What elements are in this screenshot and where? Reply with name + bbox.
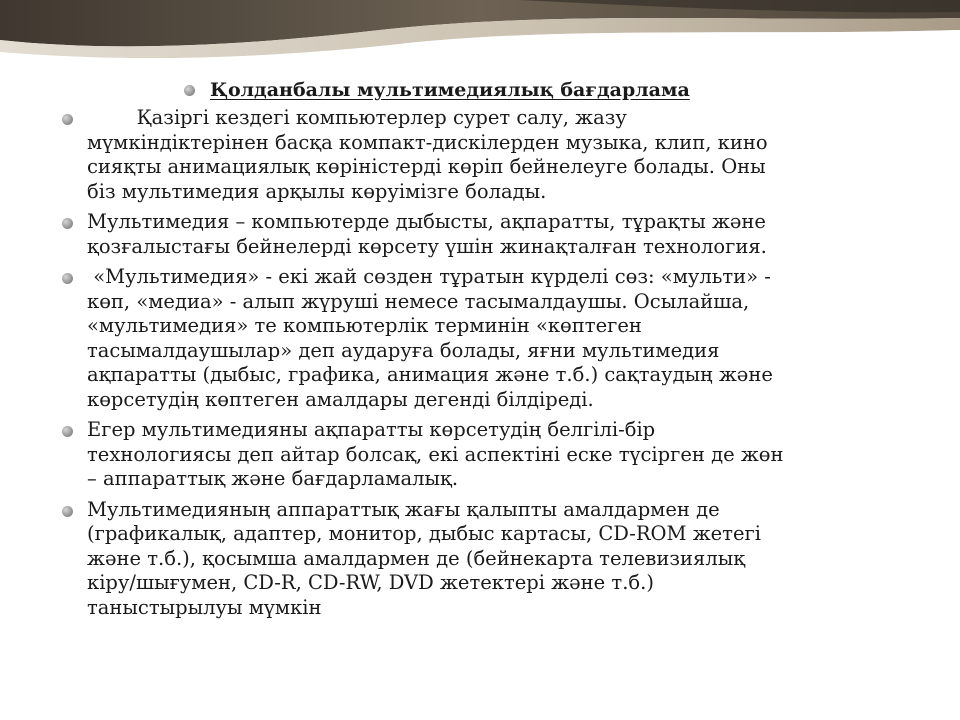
bullet-icon bbox=[62, 218, 73, 229]
bullet-text bbox=[87, 498, 900, 621]
text-line: таныстырылуы мүмкін bbox=[87, 595, 322, 619]
slide-title: Қолданбалы мультимедиялық бағдарлама bbox=[210, 79, 690, 101]
text-line: мүмкіндіктерінен басқа компакт-дискілерден музыка, клип, кино bbox=[87, 130, 768, 154]
slide-title-row bbox=[184, 75, 884, 105]
text-line: және т.б.), қосымша амалдармен де (бейнекарта телевизиялық bbox=[87, 546, 746, 570]
text-line: (графикалық, адаптер, монитор, дыбыс картасы, CD-ROM жетегі bbox=[87, 522, 761, 545]
bullet-icon bbox=[62, 114, 73, 125]
bullet-item bbox=[60, 210, 900, 259]
text-line: кіру/шығумен, CD-R, CD-RW, DVD жетектері және т.б.) bbox=[87, 571, 654, 594]
text-line: Қазіргі кездегі компьютерлер сурет салу, жазу bbox=[87, 106, 627, 129]
bullet-icon bbox=[184, 85, 195, 96]
text-line: Егер мультимедияны ақпаратты көрсетудің белгілі-бір bbox=[87, 418, 656, 441]
text-line: технологиясы деп айтар болсақ, екі аспектіні еске түсірген де жөн bbox=[87, 442, 784, 466]
bullet-list bbox=[60, 106, 900, 626]
bullet-item bbox=[60, 498, 900, 621]
bullet-icon bbox=[62, 273, 73, 284]
text-line: «мультимедия» те компьютерлік терминін «көптеген bbox=[87, 314, 642, 337]
text-line: – аппараттық және бағдарламалық. bbox=[87, 467, 459, 490]
bullet-icon bbox=[62, 506, 73, 517]
text-line: сияқты анимациялық көріністерді көріп бейнелеуге болады. Оны bbox=[87, 155, 766, 178]
bullet-text bbox=[87, 106, 900, 204]
bullet-text bbox=[87, 418, 900, 492]
bullet-item bbox=[60, 418, 900, 492]
text-line: «Мультимедия» - екі жай сөзден тұратын күрделі сөз: «мульти» - bbox=[87, 265, 771, 288]
text-line: көп, «медиа» - алып жүруші немесе тасымалдаушы. Осылайша, bbox=[87, 289, 750, 313]
bullet-item bbox=[60, 265, 900, 412]
text-line: Мультимедия – компьютерде дыбысты, ақпаратты, тұрақты және bbox=[87, 210, 766, 233]
text-line: тасымалдаушылар» деп аударуға болады, яғни мультимедия bbox=[87, 338, 720, 362]
text-line: ақпаратты (дыбыс, графика, анимация және т.б.) сақтаудың және bbox=[87, 363, 773, 386]
bullet-icon bbox=[62, 426, 73, 437]
bullet-item bbox=[60, 106, 900, 204]
bullet-text bbox=[87, 210, 900, 259]
bullet-text bbox=[87, 265, 900, 412]
text-line: біз мультимедия арқылы көруімізге болады. bbox=[87, 179, 547, 203]
text-line: қозғалыстағы бейнелерді көрсету үшін жинақталған технология. bbox=[87, 234, 767, 258]
text-line: Мультимедияның аппараттық жағы қалыпты амалдармен де bbox=[87, 497, 720, 521]
text-line: көрсетудің көптеген амалдары дегенді білдіреді. bbox=[87, 387, 594, 411]
